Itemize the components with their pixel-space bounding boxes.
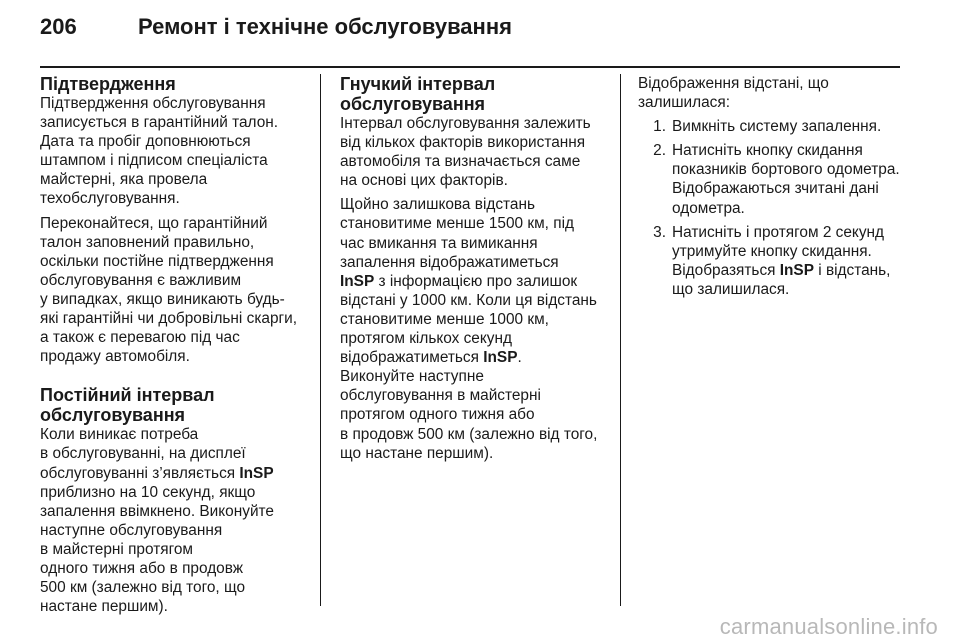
- display-code-insp: InSP: [779, 261, 814, 279]
- text-line: оскільки постійне підтвердження: [40, 252, 274, 270]
- text-line: показників бортового одометра.: [672, 161, 900, 179]
- text-line: на основі цих факторів.: [340, 172, 508, 190]
- text-line: одометра.: [672, 199, 745, 217]
- section-heading-flexible-interval: [340, 74, 608, 114]
- text-line: що настане першим).: [340, 444, 494, 462]
- text-line: [340, 348, 608, 367]
- text-line: протягом кількох секунд: [340, 330, 512, 348]
- text-line: у випадках, якщо виникають будь-: [40, 290, 285, 308]
- heading-line: Постійний інтервал: [40, 385, 215, 406]
- page-number: 206: [40, 14, 77, 39]
- text-fragment: .: [517, 349, 522, 367]
- text-line: утримуйте кнопку скидання.: [672, 242, 872, 260]
- text-line: від кількох факторів використання: [340, 134, 586, 152]
- text-fragment: Відобразяться: [672, 261, 780, 279]
- step-text: [672, 141, 900, 217]
- text-line: в обслуговуванні, на дисплеї: [40, 445, 246, 463]
- text-line: запалення відображатиметься: [340, 253, 559, 271]
- paragraph: [40, 94, 308, 209]
- heading-line: обслуговування: [40, 405, 186, 426]
- text-fragment: відображатиметься: [340, 349, 484, 367]
- text-line: наступне обслуговування: [40, 521, 223, 539]
- text-line: залишилася:: [638, 94, 730, 112]
- text-line: обслуговування в майстерні: [340, 387, 541, 405]
- paragraph: [638, 74, 928, 112]
- list-item: [638, 141, 928, 217]
- text-line: Виконуйте наступне: [340, 368, 484, 386]
- text-line: продажу автомобіля.: [40, 348, 190, 366]
- text-line: [672, 261, 890, 280]
- text-line: в продовж 500 км (залежно від того,: [340, 425, 598, 443]
- text-line: одного тижня або в продовж: [40, 559, 244, 577]
- step-number: 2.: [653, 142, 666, 160]
- step-number: 1.: [653, 118, 666, 136]
- text-line: становитиме менше 1500 км, під: [340, 215, 574, 233]
- step-number: 3.: [653, 223, 666, 241]
- display-code-insp: InSP: [340, 272, 375, 290]
- text-line: Натисніть і протягом 2 секунд: [672, 223, 884, 241]
- list-item: [638, 223, 928, 299]
- text-line: в майстерні протягом: [40, 540, 193, 558]
- text-line: автомобіля та визначається саме: [340, 153, 581, 171]
- text-line: запалення ввімкнено. Виконуйте: [40, 502, 274, 520]
- text-line: Інтервал обслуговування залежить: [340, 115, 591, 132]
- text-line: Коли виникає потреба: [40, 426, 199, 444]
- text-line: які гарантійні чи добровільні скарги,: [40, 310, 298, 328]
- text-line: техобслуговування.: [40, 190, 180, 208]
- display-code-insp: InSP: [239, 464, 274, 482]
- paragraph: [340, 114, 608, 190]
- text-line: 500 км (залежно від того, що: [40, 579, 246, 597]
- display-code-insp: InSP: [483, 349, 518, 367]
- list-item: [638, 117, 928, 136]
- text-line: Відображаються зчитані дані: [672, 180, 879, 198]
- page-header: [40, 14, 900, 54]
- text-line: Щойно залишкова відстань: [340, 196, 535, 214]
- step-text: [672, 117, 881, 136]
- section-heading-confirmation: Підтвердження: [40, 74, 176, 94]
- section-heading-fixed-interval: [40, 385, 308, 425]
- column-divider: [320, 74, 321, 606]
- text-line: протягом одного тижня або: [340, 406, 535, 424]
- paragraph: [40, 214, 308, 367]
- text-fragment: і відстань,: [813, 261, 891, 279]
- text-line: Переконайтеся, що гарантійний: [40, 214, 268, 232]
- column-2: [340, 74, 608, 468]
- text-line: Дата та пробіг доповнюються: [40, 133, 251, 151]
- header-rule: [40, 66, 900, 68]
- text-fragment: з інформацією про залишок: [374, 272, 578, 290]
- text-line: майстерні, яка провела: [40, 171, 208, 189]
- text-line: відстані у 1000 км. Коли ця відстань: [340, 291, 597, 309]
- page-title: Ремонт і технічне обслуговування: [138, 14, 512, 39]
- text-line: настане першим).: [40, 598, 168, 616]
- heading-line: Гнучкий інтервал: [340, 74, 496, 94]
- column-divider: [620, 74, 621, 606]
- text-line: Вимкніть систему запалення.: [672, 118, 882, 136]
- text-line: обслуговування є важливим: [40, 271, 242, 289]
- heading-line: обслуговування: [340, 94, 486, 114]
- text-fragment: обслуговуванні з’являється: [40, 464, 240, 482]
- watermark: carmanualsonline.info: [719, 614, 938, 639]
- text-line: штампом і підписом спеціаліста: [40, 152, 268, 170]
- text-line: становитиме менше 1000 км,: [340, 310, 549, 328]
- text-line: [340, 272, 608, 291]
- column-3: [638, 74, 928, 304]
- column-1: [40, 74, 308, 621]
- text-line: Підтвердження обслуговування: [40, 95, 266, 112]
- paragraph: [340, 195, 608, 462]
- text-line: час вмикання та вимикання: [340, 234, 538, 252]
- text-line: [40, 464, 308, 483]
- steps-list: [638, 117, 928, 299]
- text-line: приблизно на 10 секунд, якщо: [40, 483, 256, 501]
- paragraph: [40, 425, 308, 616]
- text-line: що залишилася.: [672, 280, 790, 298]
- text-line: а також є перевагою під час: [40, 329, 240, 347]
- step-text: [672, 223, 890, 299]
- text-line: Відображення відстані, що: [638, 75, 829, 92]
- text-line: записується в гарантійний талон.: [40, 114, 279, 132]
- text-line: талон заповнений правильно,: [40, 233, 255, 251]
- text-line: Натисніть кнопку скидання: [672, 142, 863, 160]
